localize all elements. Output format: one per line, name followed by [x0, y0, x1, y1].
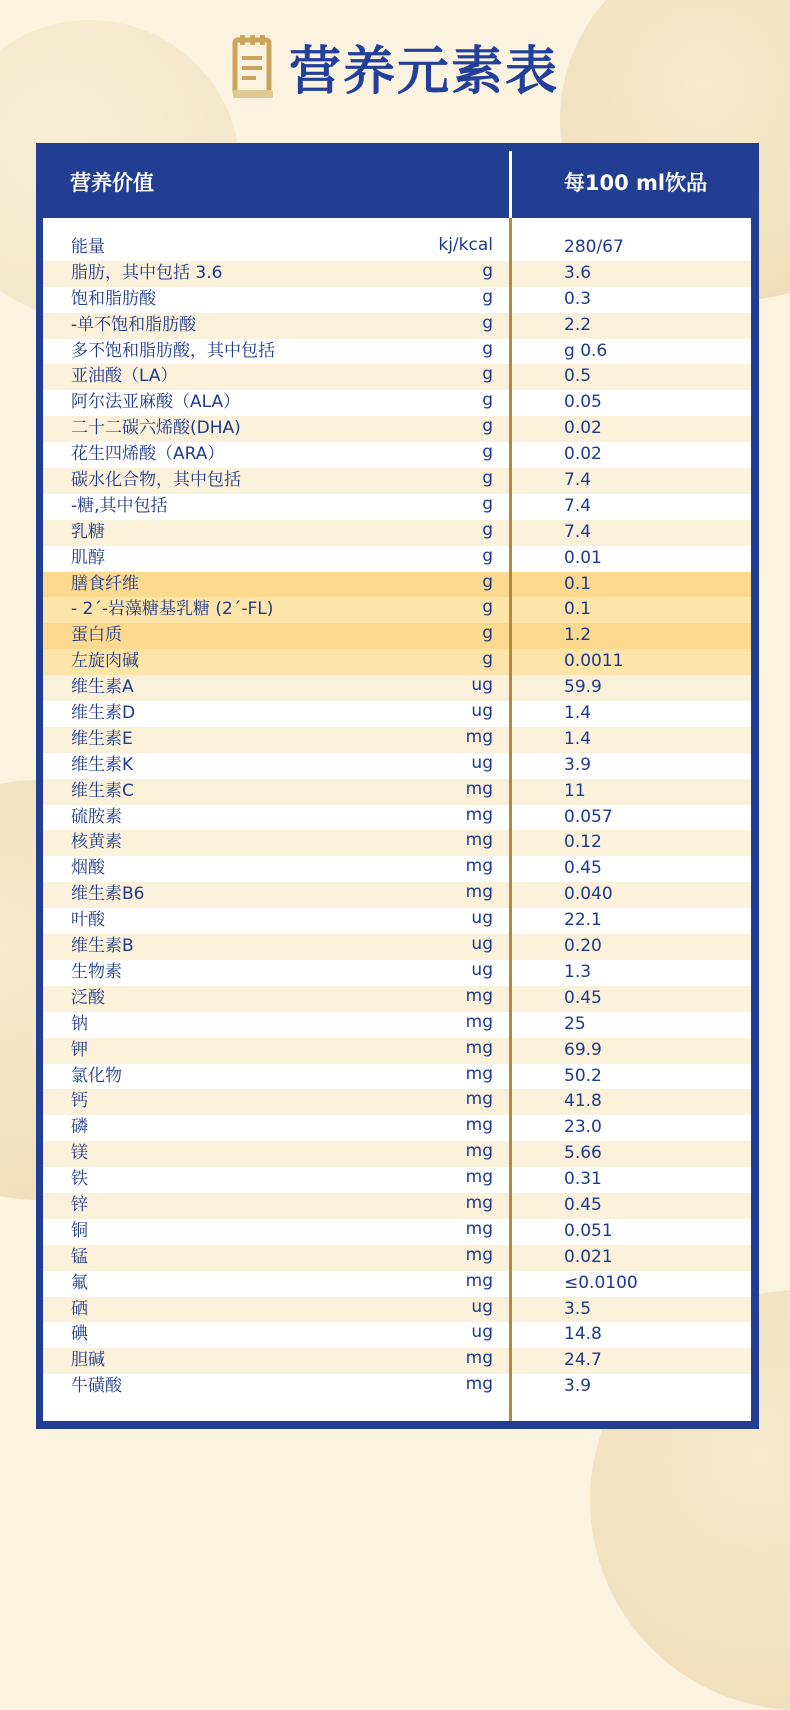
table-row: [43, 727, 751, 753]
nutrient-unit: mg: [465, 804, 493, 825]
nutrient-unit: g: [482, 364, 493, 385]
nutrient-unit: mg: [465, 1218, 493, 1239]
nutrient-unit: mg: [465, 1089, 493, 1110]
table-row: [43, 416, 751, 442]
nutrient-value: 280/67: [564, 237, 624, 257]
nutrient-name: 维生素B: [71, 936, 134, 957]
nutrient-name: 左旋肉碱: [71, 651, 139, 672]
table-row: [43, 934, 751, 960]
nutrient-unit: ug: [471, 701, 493, 722]
table-row: [43, 960, 751, 986]
table-row: [43, 1219, 751, 1245]
nutrient-name: 能量: [71, 237, 105, 257]
table-row: [43, 1193, 751, 1219]
nutrient-unit: g: [482, 286, 493, 307]
nutrition-table: [36, 143, 759, 1429]
table-row: [43, 779, 751, 805]
nutrient-unit: g: [482, 519, 493, 540]
nutrient-name: -单不饱和脂肪酸: [71, 314, 197, 335]
nutrient-unit: mg: [465, 985, 493, 1006]
table-row: [43, 390, 751, 416]
nutrient-name: 镁: [71, 1143, 88, 1164]
table-row: [43, 1245, 751, 1271]
nutrient-name: 烟酸: [71, 858, 105, 879]
table-row: [43, 908, 751, 934]
nutrient-value: 22.1: [564, 910, 602, 931]
nutrient-value: 0.051: [564, 1220, 613, 1241]
nutrient-name: 钾: [71, 1039, 88, 1060]
nutrient-value: 0.1: [564, 573, 592, 594]
nutrient-unit: g: [482, 597, 493, 618]
table-row: [43, 1115, 751, 1141]
nutrient-unit: mg: [465, 1037, 493, 1058]
nutrient-name: 胆碱: [71, 1350, 105, 1371]
table-row: [43, 856, 751, 882]
nutrient-unit: g: [482, 338, 493, 359]
nutrient-unit: g: [482, 493, 493, 514]
nutrient-value: 3.6: [564, 262, 592, 283]
nutrient-unit: kj/kcal: [438, 235, 493, 255]
nutrient-name: 维生素C: [71, 780, 134, 801]
nutrient-value: ≤0.0100: [564, 1272, 638, 1293]
nutrient-value: 3.9: [564, 1376, 592, 1397]
nutrient-value: 0.01: [564, 547, 602, 568]
nutrient-name: 氟: [71, 1272, 88, 1293]
nutrient-value: 23.0: [564, 1117, 602, 1138]
nutrient-value: 1.3: [564, 961, 592, 982]
table-row: [43, 546, 751, 572]
nutrient-unit: ug: [471, 675, 493, 696]
nutrient-name: 维生素D: [71, 703, 136, 724]
table-row: [43, 1012, 751, 1038]
page-title: 营养元素表: [288, 41, 559, 102]
nutrient-name: 硒: [71, 1298, 88, 1319]
nutrient-name: 牛磺酸: [71, 1376, 122, 1397]
nutrient-name: 维生素E: [71, 728, 133, 749]
nutrient-name: 碘: [71, 1324, 88, 1345]
table-row: [43, 442, 751, 468]
nutrient-name: 锰: [71, 1246, 88, 1267]
nutrient-value: 41.8: [564, 1091, 602, 1112]
nutrient-name: 锌: [71, 1194, 88, 1215]
nutrient-unit: ug: [471, 934, 493, 955]
nutrient-value: 11: [564, 780, 586, 801]
nutrient-name: 铜: [71, 1220, 88, 1241]
table-row: [43, 649, 751, 675]
nutrient-unit: g: [482, 545, 493, 566]
nutrient-unit: mg: [465, 1244, 493, 1265]
nutrient-unit: mg: [465, 1011, 493, 1032]
table-row: [43, 364, 751, 390]
table-row: [43, 520, 751, 546]
nutrient-name: 亚油酸（LA）: [71, 366, 178, 387]
table-row: [43, 1348, 751, 1374]
nutrient-unit: g: [482, 571, 493, 592]
table-row: [43, 1064, 751, 1090]
nutrient-value: 0.5: [564, 366, 592, 387]
nutrient-unit: mg: [465, 1348, 493, 1369]
nutrient-value: 0.02: [564, 418, 602, 439]
nutrient-name: 膳食纤维: [71, 573, 139, 594]
column-divider: [509, 218, 512, 1421]
nutrient-name: 脂肪，其中包括 3.6: [71, 262, 223, 283]
nutrient-name: 多不饱和脂肪酸，其中包括: [71, 340, 275, 361]
nutrient-value: 0.3: [564, 288, 592, 309]
nutrient-name: 钠: [71, 1013, 88, 1034]
table-row: [43, 572, 751, 598]
table-row: [43, 313, 751, 339]
table-row: [43, 597, 751, 623]
nutrient-unit: g: [482, 390, 493, 411]
nutrient-value: 0.0011: [564, 651, 624, 672]
nutrient-unit: mg: [465, 882, 493, 903]
nutrient-value: 0.057: [564, 806, 613, 827]
nutrient-value: 0.31: [564, 1169, 602, 1190]
nutrient-name: 蛋白质: [71, 625, 122, 646]
nutrient-unit: ug: [471, 959, 493, 980]
table-row: [43, 1322, 751, 1348]
table-row: [43, 1374, 751, 1400]
table-row: [43, 468, 751, 494]
table-row: [43, 1167, 751, 1193]
table-rows: [43, 235, 751, 1400]
table-header: [36, 143, 759, 218]
nutrient-value: 0.021: [564, 1246, 613, 1267]
nutrient-unit: ug: [471, 752, 493, 773]
nutrient-value: 7.4: [564, 470, 592, 491]
nutrient-value: 50.2: [564, 1065, 602, 1086]
nutrient-unit: mg: [465, 726, 493, 747]
nutrient-value: 59.9: [564, 677, 602, 698]
nutrient-unit: mg: [465, 1192, 493, 1213]
nutrient-unit: mg: [465, 1167, 493, 1188]
nutrient-unit: g: [482, 260, 493, 281]
table-row: [43, 287, 751, 313]
table-body: [43, 218, 751, 1421]
nutrient-value: 0.45: [564, 858, 602, 879]
nutrient-name: 氯化物: [71, 1065, 122, 1086]
nutrient-name: 生物素: [71, 961, 122, 982]
table-row: [43, 494, 751, 520]
nutrient-name: 花生四烯酸（ARA）: [71, 444, 225, 465]
nutrient-value: g 0.6: [564, 340, 608, 361]
nutrient-unit: g: [482, 442, 493, 463]
nutrient-unit: g: [482, 623, 493, 644]
nutrient-name: 铁: [71, 1169, 88, 1190]
nutrient-name: 肌醇: [71, 547, 105, 568]
table-row: [43, 1297, 751, 1323]
nutrient-value: 0.040: [564, 884, 613, 905]
nutrient-unit: g: [482, 312, 493, 333]
nutrient-unit: mg: [465, 856, 493, 877]
nutrient-unit: mg: [465, 1141, 493, 1162]
table-row: [43, 675, 751, 701]
nutrient-unit: mg: [465, 1063, 493, 1084]
nutrient-value: 5.66: [564, 1143, 602, 1164]
nutrient-value: 0.12: [564, 832, 602, 853]
nutrient-value: 0.45: [564, 1194, 602, 1215]
header-per-100ml: 每100 ml饮品: [563, 171, 708, 195]
table-row: [43, 830, 751, 856]
nutrient-name: 核黄素: [71, 832, 122, 853]
table-row: [43, 986, 751, 1012]
nutrient-value: 0.02: [564, 444, 602, 465]
nutrient-name: 二十二碳六烯酸(DHA): [71, 418, 241, 439]
nutrient-unit: mg: [465, 1115, 493, 1136]
nutrient-value: 2.2: [564, 314, 592, 335]
nutrient-unit: mg: [465, 778, 493, 799]
nutrient-name: - 2´-岩藻糖基乳糖 (2´-FL): [71, 599, 274, 620]
nutrient-unit: ug: [471, 908, 493, 929]
nutrient-value: 7.4: [564, 495, 592, 516]
nutrient-name: -糖,其中包括: [71, 495, 168, 516]
table-row: [43, 261, 751, 287]
table-row: [43, 753, 751, 779]
nutrient-value: 69.9: [564, 1039, 602, 1060]
table-row: [43, 1038, 751, 1064]
nutrient-unit: mg: [465, 1374, 493, 1395]
nutrient-unit: mg: [465, 1270, 493, 1291]
nutrient-name: 饱和脂肪酸: [71, 288, 156, 309]
notepad-icon: [231, 32, 275, 100]
nutrient-name: 叶酸: [71, 910, 105, 931]
nutrient-name: 乳糖: [71, 521, 105, 542]
nutrient-value: 14.8: [564, 1324, 602, 1345]
nutrient-value: 1.4: [564, 728, 592, 749]
table-row: [43, 1141, 751, 1167]
table-row: [43, 339, 751, 365]
nutrient-name: 磷: [71, 1117, 88, 1138]
nutrient-value: 0.05: [564, 392, 602, 413]
table-row: [43, 701, 751, 727]
nutrient-unit: ug: [471, 1322, 493, 1343]
table-row: [43, 805, 751, 831]
nutrient-value: 7.4: [564, 521, 592, 542]
nutrient-unit: g: [482, 416, 493, 437]
nutrient-name: 维生素B6: [71, 884, 145, 905]
table-row: [43, 882, 751, 908]
nutrient-name: 泛酸: [71, 987, 105, 1008]
nutrient-unit: g: [482, 649, 493, 670]
nutrient-name: 阿尔法亚麻酸（ALA）: [71, 392, 241, 413]
nutrient-value: 0.1: [564, 599, 592, 620]
nutrient-value: 1.4: [564, 703, 592, 724]
table-row: [43, 235, 751, 261]
nutrient-unit: mg: [465, 830, 493, 851]
nutrient-name: 硫胺素: [71, 806, 122, 827]
nutrient-value: 0.45: [564, 987, 602, 1008]
nutrient-value: 25: [564, 1013, 586, 1034]
table-row: [43, 1271, 751, 1297]
nutrient-value: 0.20: [564, 936, 602, 957]
table-row: [43, 1089, 751, 1115]
nutrient-value: 24.7: [564, 1350, 602, 1371]
nutrient-value: 1.2: [564, 625, 592, 646]
nutrient-name: 维生素K: [71, 754, 134, 775]
nutrient-name: 维生素A: [71, 677, 134, 698]
nutrient-name: 钙: [71, 1091, 88, 1112]
nutrient-unit: ug: [471, 1296, 493, 1317]
nutrient-value: 3.5: [564, 1298, 592, 1319]
page-header: [0, 28, 790, 104]
header-nutrition-value: 营养价值: [70, 171, 154, 195]
nutrient-name: 碳水化合物，其中包括: [71, 470, 241, 491]
table-row: [43, 623, 751, 649]
nutrient-unit: g: [482, 468, 493, 489]
nutrient-value: 3.9: [564, 754, 592, 775]
